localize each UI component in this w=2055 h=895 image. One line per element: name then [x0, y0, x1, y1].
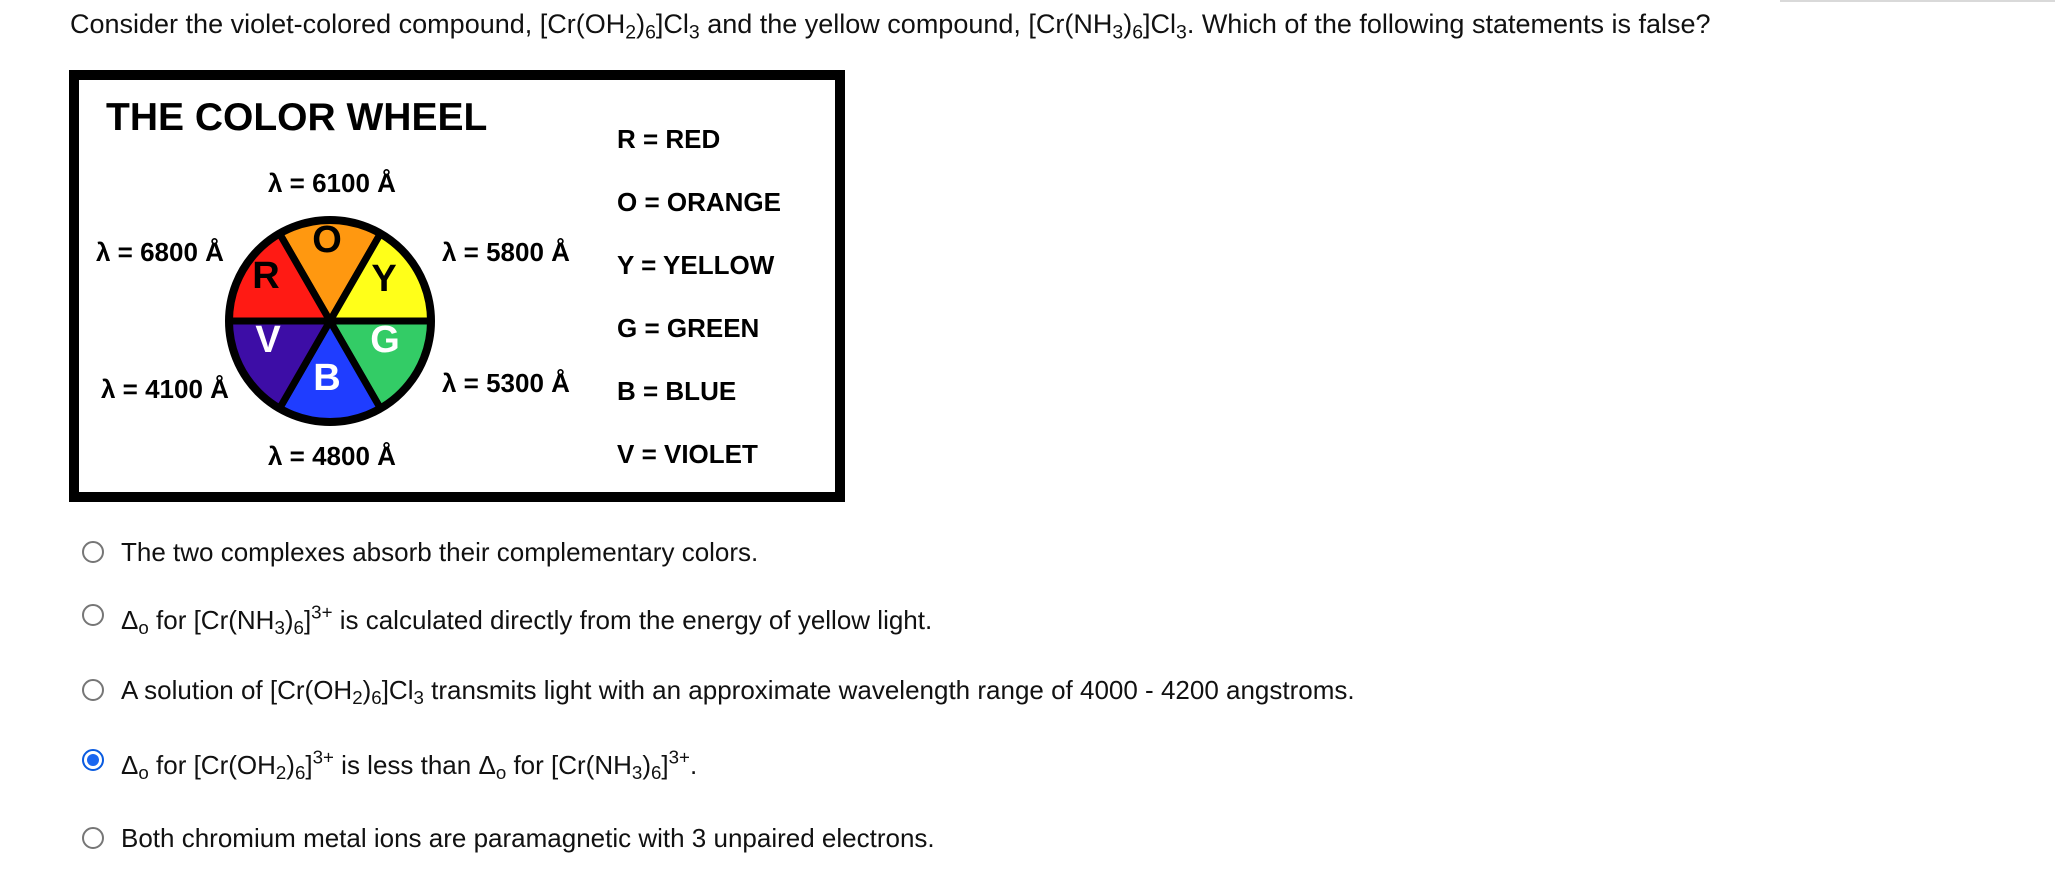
- wheel-segment-letter: O: [312, 219, 342, 261]
- option-label: $\Delta_o$ for $[Cr(NH_3)_6]^{3+}$ is calculated directly from the energy of yellow light.: [121, 601, 933, 639]
- question-segment: ]Cl: [655, 9, 689, 39]
- top-divider: [1780, 0, 2055, 2]
- question-subscript: 3: [1176, 21, 1187, 44]
- option-label: Both chromium metal ions are paramagnetic with 3 unpaired electrons.: [121, 823, 935, 853]
- legend-item-yellow: Y = YELLOW: [617, 250, 775, 280]
- radio-button[interactable]: [82, 827, 104, 849]
- radio-button-selected[interactable]: [82, 749, 104, 771]
- wheel-segment-letter: B: [313, 357, 341, 399]
- wavelength-label-top: λ = 6100 Å: [268, 168, 396, 198]
- wavelength-label-lower-right: λ = 5300 Å: [442, 368, 570, 398]
- wheel-segment-letter: R: [252, 255, 280, 297]
- question-subscript: 2: [625, 21, 637, 44]
- radio-button[interactable]: [82, 604, 104, 626]
- question-subscript: 6: [645, 21, 656, 44]
- wheel-segment-letter: V: [255, 319, 281, 361]
- question-segment: ]Cl: [1143, 9, 1176, 39]
- color-wheel-figure: [69, 70, 845, 502]
- wheel-segment-letter: Y: [371, 258, 397, 300]
- question-segment: ): [1123, 9, 1133, 39]
- question-subscript: 3: [1112, 21, 1124, 44]
- radio-button[interactable]: [82, 679, 104, 701]
- question-subscript: 3: [688, 21, 700, 44]
- wavelength-label-upper-left: λ = 6800 Å: [96, 237, 224, 267]
- color-wheel: [229, 219, 431, 422]
- option-label: A solution of $[Cr(OH_2)_6]Cl_3$ transmits light with an approximate wavelength range of 4000 - 4200 angstroms.: [121, 675, 1355, 709]
- color-wheel-diagram: [79, 80, 835, 492]
- legend-item-orange: O = ORANGE: [617, 187, 781, 217]
- wheel-segment-letter: G: [370, 319, 400, 361]
- legend-item-red: R = RED: [617, 124, 721, 154]
- question-segment: Consider the violet-colored compound, [Cr(OH: [70, 9, 626, 39]
- option-label: The two complexes absorb their complementary colors.: [121, 537, 759, 567]
- legend-item-blue: B = BLUE: [617, 376, 737, 406]
- wavelength-label-bottom: λ = 4800 Å: [268, 441, 396, 471]
- legend-item-green: G = GREEN: [617, 313, 760, 343]
- question-subscript: 6: [1132, 21, 1143, 44]
- option-label: $\Delta_o$ for $[Cr(OH_2)_6]^{3+}$ is less than $\Delta_o$ for $[Cr(NH_3)_6]^{3+}$.: [121, 746, 698, 784]
- question-text: [70, 4, 1711, 44]
- radio-button[interactable]: [82, 541, 104, 563]
- question-segment: . Which of the following statements is false?: [1186, 9, 1711, 39]
- legend-item-violet: V = VIOLET: [617, 439, 758, 469]
- color-wheel-title: THE COLOR WHEEL: [106, 96, 488, 139]
- question-segment: ): [636, 9, 646, 39]
- wavelength-label-lower-left: λ = 4100 Å: [101, 374, 229, 404]
- wavelength-label-upper-right: λ = 5800 Å: [442, 237, 570, 267]
- question-segment: and the yellow compound, [Cr(NH: [699, 9, 1113, 39]
